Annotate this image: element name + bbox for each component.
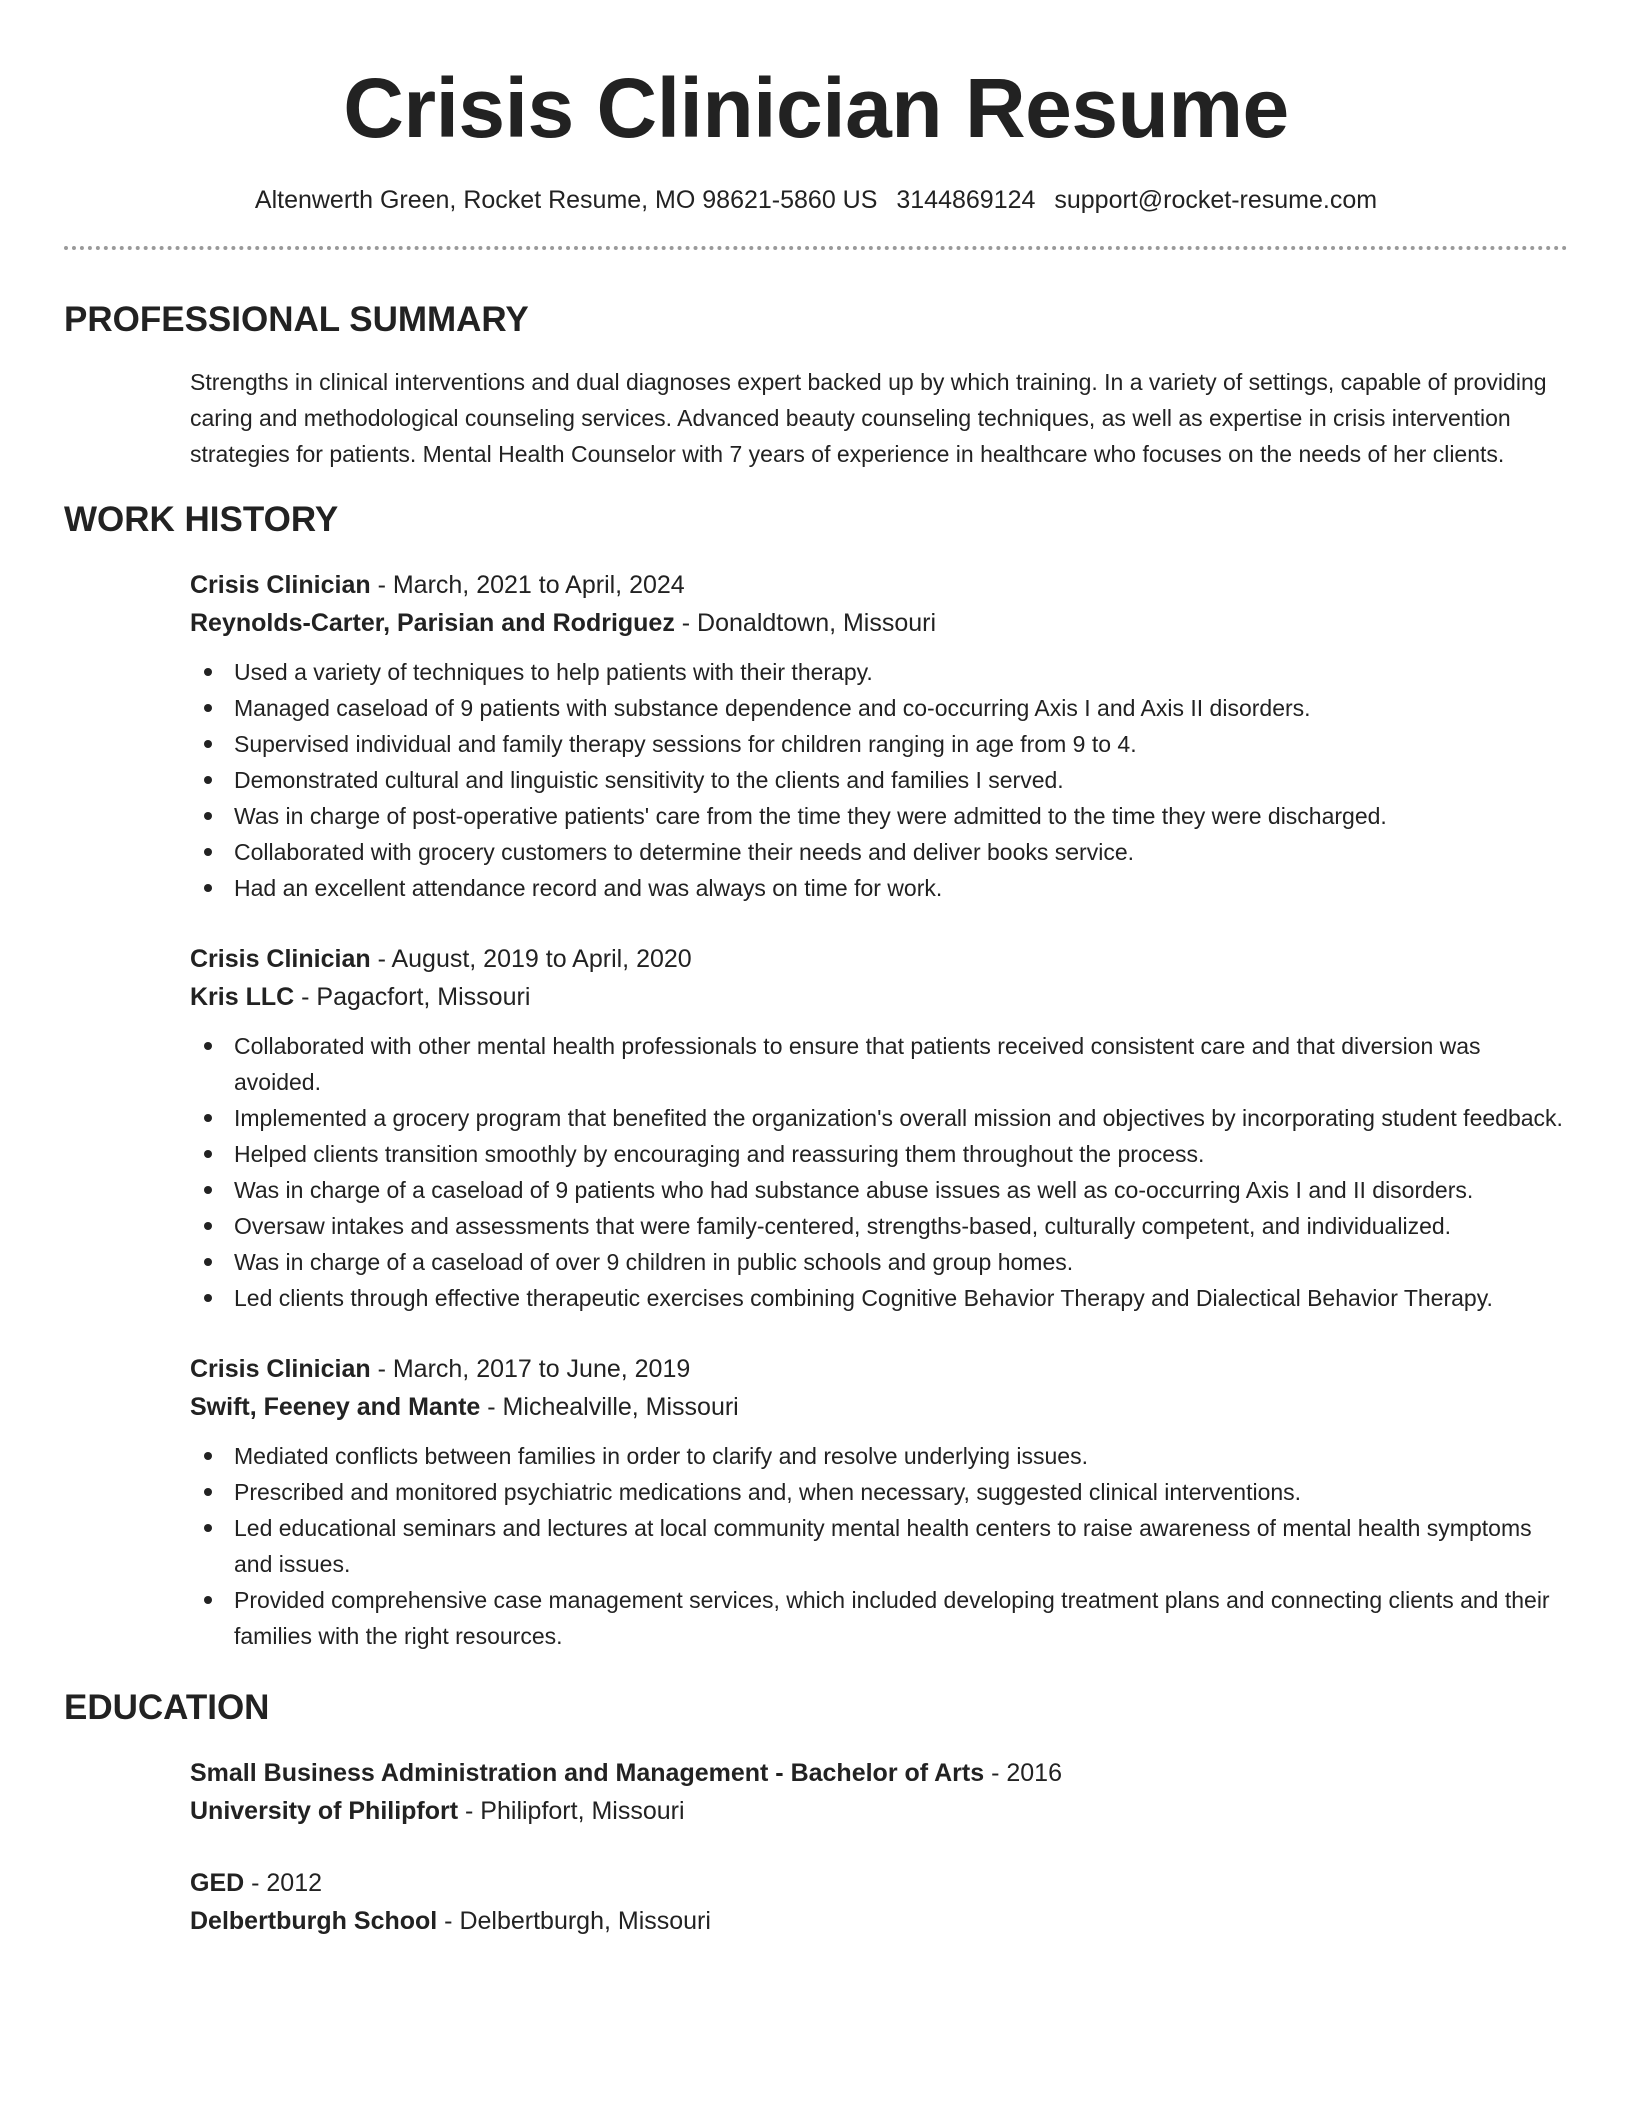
bullet-item: Collaborated with other mental health professionals to ensure that patients received consistent care and that diversion was avoided. [190, 1028, 1568, 1100]
job-bullets [190, 1028, 1568, 1316]
school-location: - Delbertburgh, Missouri [437, 1907, 711, 1935]
job-company-line [190, 978, 1568, 1016]
bullet-item: Was in charge of post-operative patients' care from the time they were admitted to the time they were discharged. [190, 798, 1568, 834]
job-bullets [190, 1438, 1568, 1654]
job-company: Kris LLC [190, 983, 295, 1011]
degree-year: - 2012 [244, 1869, 323, 1897]
job-title: Crisis Clinician [190, 571, 371, 599]
job-company: Reynolds-Carter, Parisian and Rodriguez [190, 609, 675, 637]
job-location: - Donaldtown, Missouri [674, 609, 937, 637]
bullet-item: Oversaw intakes and assessments that were family-centered, strengths-based, culturally competent, and individualized. [190, 1208, 1568, 1244]
school-location: - Philipfort, Missouri [458, 1797, 685, 1825]
bullet-item: Led clients through effective therapeutic exercises combining Cognitive Behavior Therapy and Dialectical Behavior Therapy. [190, 1280, 1568, 1316]
job-title: Crisis Clinician [190, 1355, 371, 1383]
job-title-line [190, 1350, 1568, 1388]
bullet-item: Demonstrated cultural and linguistic sensitivity to the clients and families I served. [190, 762, 1568, 798]
job-entry [190, 1350, 1568, 1654]
job-title-line [190, 566, 1568, 604]
bullet-item: Used a variety of techniques to help patients with their therapy. [190, 654, 1568, 690]
job-entry [190, 940, 1568, 1316]
bullet-item: Prescribed and monitored psychiatric medications and, when necessary, suggested clinical interventions. [190, 1474, 1568, 1510]
contact-line [64, 182, 1568, 218]
resume-title: Crisis Clinician Resume [343, 61, 1289, 155]
job-location: - Pagacfort, Missouri [294, 983, 531, 1011]
bullet-item: Managed caseload of 9 patients with substance dependence and co-occurring Axis I and Axis II disorders. [190, 690, 1568, 726]
degree-line [190, 1864, 1568, 1902]
school-name: University of Philipfort [190, 1797, 459, 1825]
bullet-item: Implemented a grocery program that benefited the organization's overall mission and objectives by incorporating student feedback. [190, 1100, 1568, 1136]
bullet-item: Helped clients transition smoothly by encouraging and reassuring them throughout the process. [190, 1136, 1568, 1172]
job-location: - Michealville, Missouri [480, 1393, 739, 1421]
job-title-line [190, 940, 1568, 978]
bullet-item: Supervised individual and family therapy sessions for children ranging in age from 9 to 4. [190, 726, 1568, 762]
job-company: Swift, Feeney and Mante [190, 1393, 481, 1421]
education-entry [190, 1864, 1568, 1940]
job-bullets [190, 654, 1568, 906]
contact-phone: 3144869124 [896, 186, 1036, 214]
bullet-item: Was in charge of a caseload of 9 patients who had substance abuse issues as well as co-occurring Axis I and II disorders. [190, 1172, 1568, 1208]
job-entry [190, 566, 1568, 906]
job-dates: - March, 2017 to June, 2019 [370, 1355, 691, 1383]
school-line [190, 1902, 1568, 1940]
degree: Small Business Administration and Management - Bachelor of Arts [190, 1759, 985, 1787]
contact-address: Altenwerth Green, Rocket Resume, MO 98621-5860 US [254, 186, 878, 214]
bullet-item: Provided comprehensive case management services, which included developing treatment plans and connecting clients and their families with the right resources. [190, 1582, 1568, 1654]
resume-page [64, 0, 1568, 1940]
bullet-item: Collaborated with grocery customers to determine their needs and deliver books service. [190, 834, 1568, 870]
contact-email: support@rocket-resume.com [1054, 186, 1378, 214]
job-dates: - August, 2019 to April, 2020 [370, 945, 692, 973]
work-history-heading: WORK HISTORY [64, 500, 339, 539]
header-divider [64, 246, 1568, 250]
school-name: Delbertburgh School [190, 1907, 438, 1935]
job-title: Crisis Clinician [190, 945, 371, 973]
degree-line [190, 1754, 1568, 1792]
degree: GED [190, 1869, 245, 1897]
summary-heading: PROFESSIONAL SUMMARY [64, 300, 529, 339]
degree-year: - 2016 [984, 1759, 1062, 1787]
bullet-item: Mediated conflicts between families in order to clarify and resolve underlying issues. [190, 1438, 1568, 1474]
job-company-line [190, 1388, 1568, 1426]
school-line [190, 1792, 1568, 1830]
education-heading: EDUCATION [64, 1688, 270, 1727]
bullet-item: Led educational seminars and lectures at local community mental health centers to raise awareness of mental health symptoms and issues. [190, 1510, 1568, 1582]
education-entry [190, 1754, 1568, 1830]
summary-text: Strengths in clinical interventions and dual diagnoses expert backed up by which training. In a variety of settings, capable of providing caring and methodological counseling services. Advanced beauty counseling techniques, as well as expertise in crisis intervention strategies for patients. Mental Health Counselor with 7 years of experience in healthcare who focuses on the needs of her clients. [190, 369, 1547, 467]
job-company-line [190, 604, 1568, 642]
bullet-item: Had an excellent attendance record and was always on time for work. [190, 870, 1568, 906]
bullet-item: Was in charge of a caseload of over 9 children in public schools and group homes. [190, 1244, 1568, 1280]
job-dates: - March, 2021 to April, 2024 [370, 571, 685, 599]
